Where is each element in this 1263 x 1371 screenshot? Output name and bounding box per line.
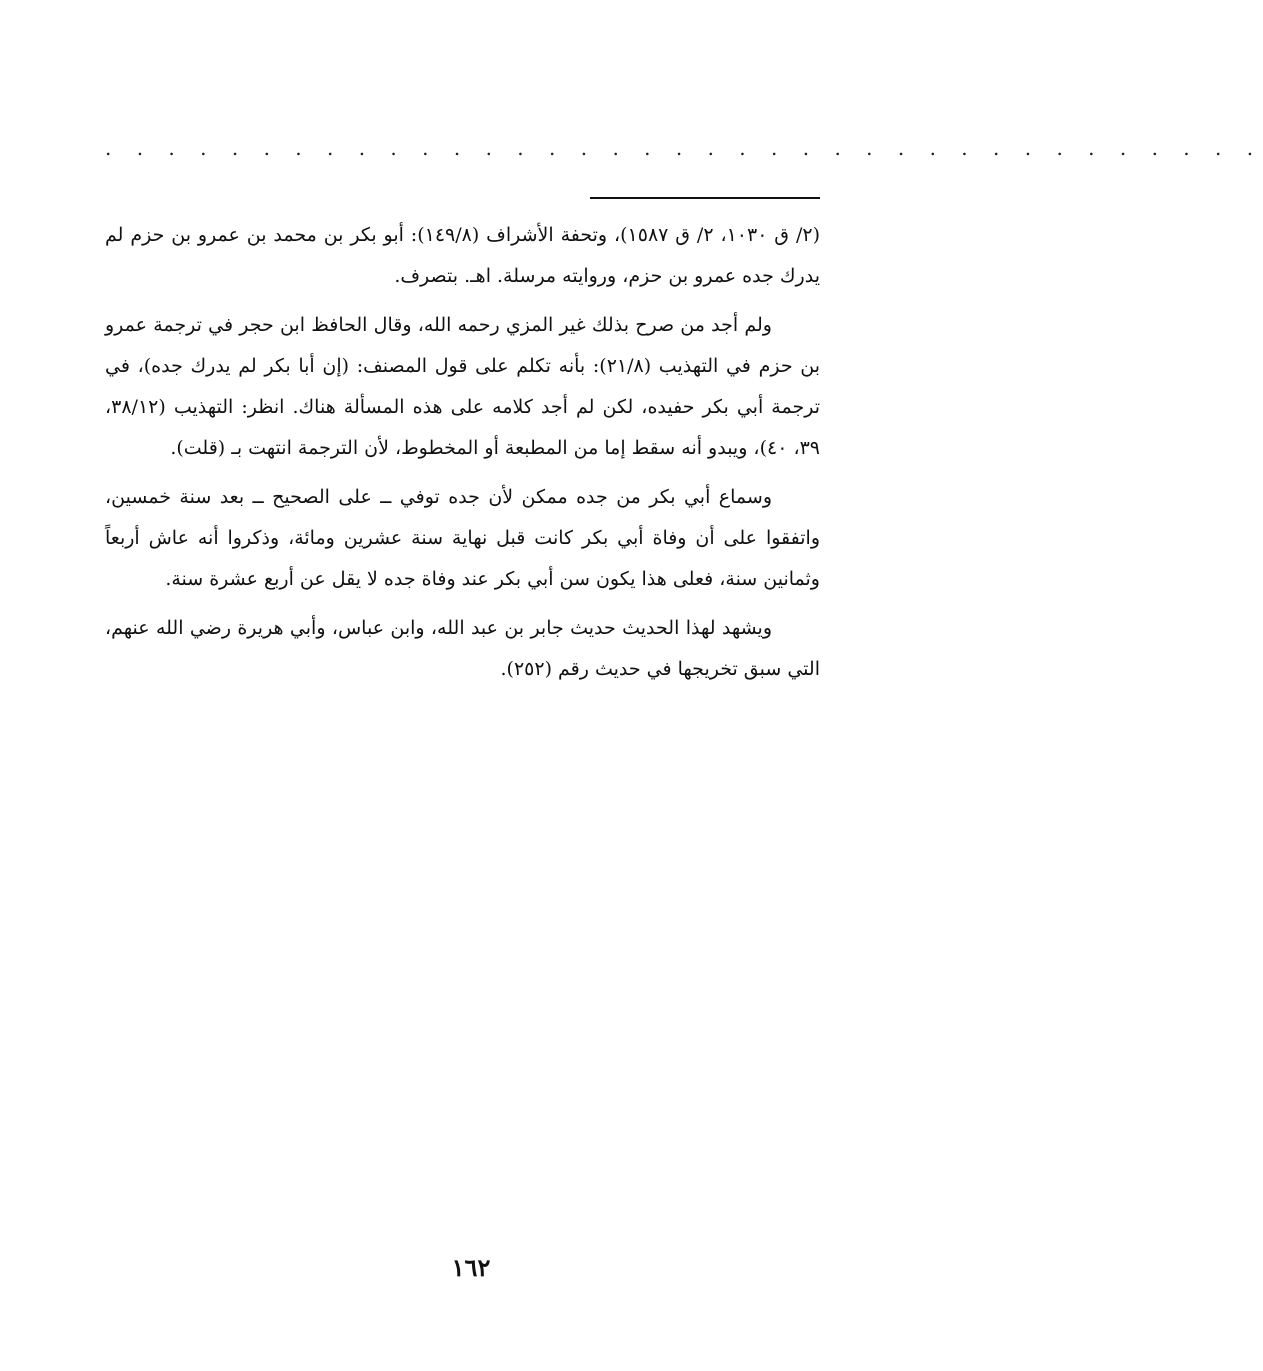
footnote-rule [590, 197, 820, 199]
page-number: ١٦٢ [451, 1253, 491, 1282]
footnote-text [105, 215, 820, 698]
paragraph-3: وسماع أبي بكر من جده ممكن لأن جده توفي ــ على الصحيح ــ بعد سنة خمسين، واتفقوا على أن وفاة أبي بكر كانت قبل نهاية سنة عشرين ومائة، وذكروا أنه عاش أربعاً وثمانين سنة، فعلى هذا يكون سن أبي بكر عند وفاة جده لا يقل عن أربع عشرة سنة. [105, 486, 820, 590]
paragraph-4: ويشهد لهذا الحديث حديث جابر بن عبد الله، وابن عباس، وأبي هريرة رضي الله عنهم، التي سبق تخريجها في حديث رقم (٢٥٢). [105, 617, 820, 680]
paragraph-1: (٢/ ق ١٠٣٠، ٢/ ق ١٥٨٧)، وتحفة الأشراف (١٤٩/٨): أبو بكر بن محمد بن عمرو بن حزم لم يدرك جده عمرو بن حزم، وروايته مرسلة. اهـ. بتصرف. [105, 224, 820, 287]
separator-dots: . . . . . . . . . . . . . . . . . . . . . . . . . . . . . . . . . . . . . [105, 136, 1263, 160]
paragraph-2: ولم أجد من صرح بذلك غير المزي رحمه الله، وقال الحافظ ابن حجر في ترجمة عمرو بن حزم في التهذيب (٢١/٨): بأنه تكلم على قول المصنف: (إن أبا بكر لم يدرك جده)، في ترجمة أبي بكر حفيده، لكن لم أجد كلامه على هذه المسألة هناك. انظر: التهذيب (٣٨/١٢، ٣٩، ٤٠)، ويبدو أنه سقط إما من المطبعة أو المخطوط، لأن الترجمة انتهت بـ (قلت). [105, 314, 820, 459]
